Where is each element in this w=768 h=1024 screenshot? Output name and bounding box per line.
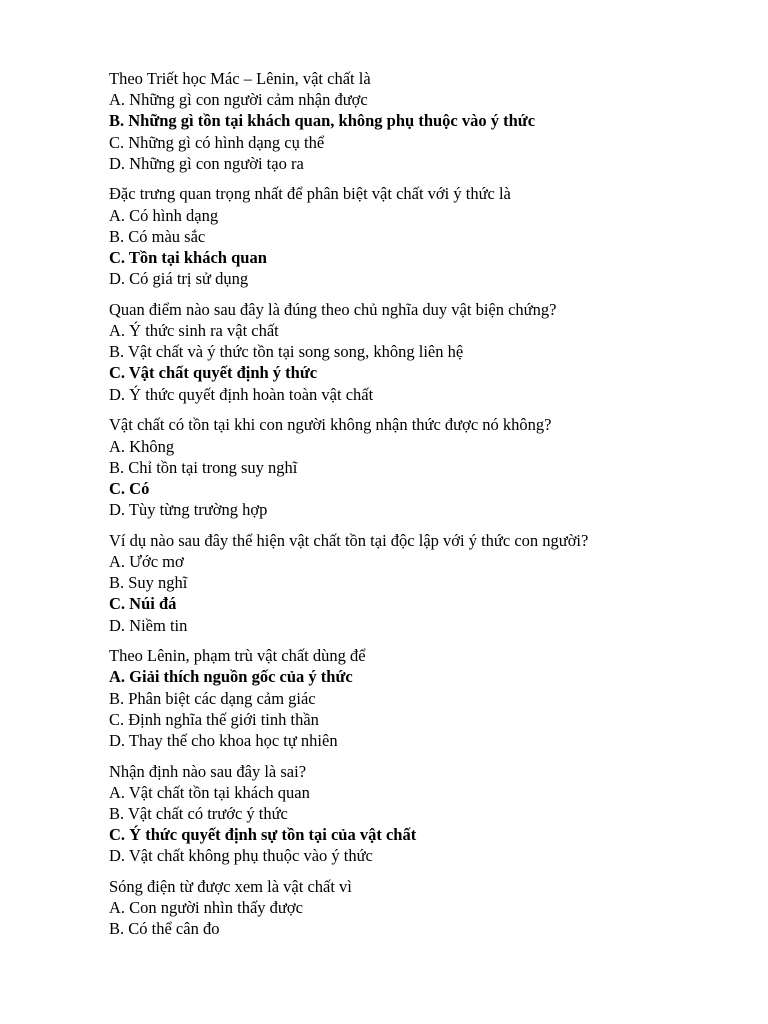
answer-option-correct: C. Núi đá [109, 594, 177, 614]
answer-option: B. Chỉ tồn tại trong suy nghĩ [109, 457, 298, 477]
answer-option: D. Ý thức quyết định hoàn toàn vật chất [109, 384, 374, 404]
question-block [109, 530, 749, 636]
question-stem: Sóng điện từ được xem là vật chất vì [109, 877, 352, 897]
answer-option: A. Ước mơ [109, 551, 184, 571]
answer-option: D. Niềm tin [109, 615, 188, 635]
answer-option: D. Thay thế cho khoa học tự nhiên [109, 730, 338, 750]
answer-option: D. Có giá trị sử dụng [109, 269, 249, 289]
question-stem: Đặc trưng quan trọng nhất để phân biệt vật chất với ý thức là [109, 184, 511, 204]
answer-option: B. Có màu sắc [109, 226, 206, 246]
answer-option: C. Định nghĩa thế giới tinh thần [109, 709, 319, 729]
answer-option: A. Con người nhìn thấy được [109, 898, 303, 918]
question-block [109, 183, 749, 289]
answer-option: A. Ý thức sinh ra vật chất [109, 321, 279, 341]
question-block [109, 761, 749, 867]
answer-option: A. Những gì con người cảm nhận được [109, 90, 368, 110]
answer-option-correct: C. Ý thức quyết định sự tồn tại của vật chất [109, 825, 417, 845]
answer-option: B. Suy nghĩ [109, 573, 188, 593]
answer-option: B. Phân biệt các dạng cảm giác [109, 688, 316, 708]
quiz-content [109, 68, 749, 949]
question-block [109, 68, 749, 174]
answer-option-correct: C. Vật chất quyết định ý thức [109, 363, 318, 383]
question-block [109, 876, 749, 940]
answer-option-correct: A. Giải thích nguồn gốc của ý thức [109, 667, 353, 687]
answer-option: B. Vật chất và ý thức tồn tại song song, không liên hệ [109, 342, 464, 362]
question-stem: Ví dụ nào sau đây thể hiện vật chất tồn tại độc lập với ý thức con người? [109, 530, 589, 550]
answer-option: B. Vật chất có trước ý thức [109, 804, 288, 823]
answer-option: A. Vật chất tồn tại khách quan [109, 782, 310, 802]
answer-option: D. Những gì con người tạo ra [109, 153, 304, 173]
answer-option: C. Những gì có hình dạng cụ thể [109, 132, 325, 152]
question-stem: Nhận định nào sau đây là sai? [109, 761, 307, 781]
answer-option-correct: C. Có [109, 478, 150, 498]
question-block [109, 645, 749, 751]
answer-option-correct: B. Những gì tồn tại khách quan, không phụ thuộc vào ý thức [109, 111, 536, 131]
question-stem: Theo Lênin, phạm trù vật chất dùng để [109, 646, 366, 666]
answer-option: A. Không [109, 436, 175, 456]
question-stem: Theo Triết học Mác – Lênin, vật chất là [109, 69, 371, 88]
answer-option: D. Tùy từng trường hợp [109, 500, 268, 520]
question-stem: Vật chất có tồn tại khi con người không nhận thức được nó không? [109, 415, 552, 435]
answer-option-correct: C. Tồn tại khách quan [109, 248, 267, 267]
answer-option: A. Có hình dạng [109, 205, 219, 225]
question-block [109, 414, 749, 520]
question-stem: Quan điểm nào sau đây là đúng theo chủ nghĩa duy vật biện chứng? [109, 299, 557, 319]
answer-option: B. Có thể cân đo [109, 919, 220, 939]
answer-option: D. Vật chất không phụ thuộc vào ý thức [109, 846, 373, 866]
question-block [109, 299, 749, 405]
